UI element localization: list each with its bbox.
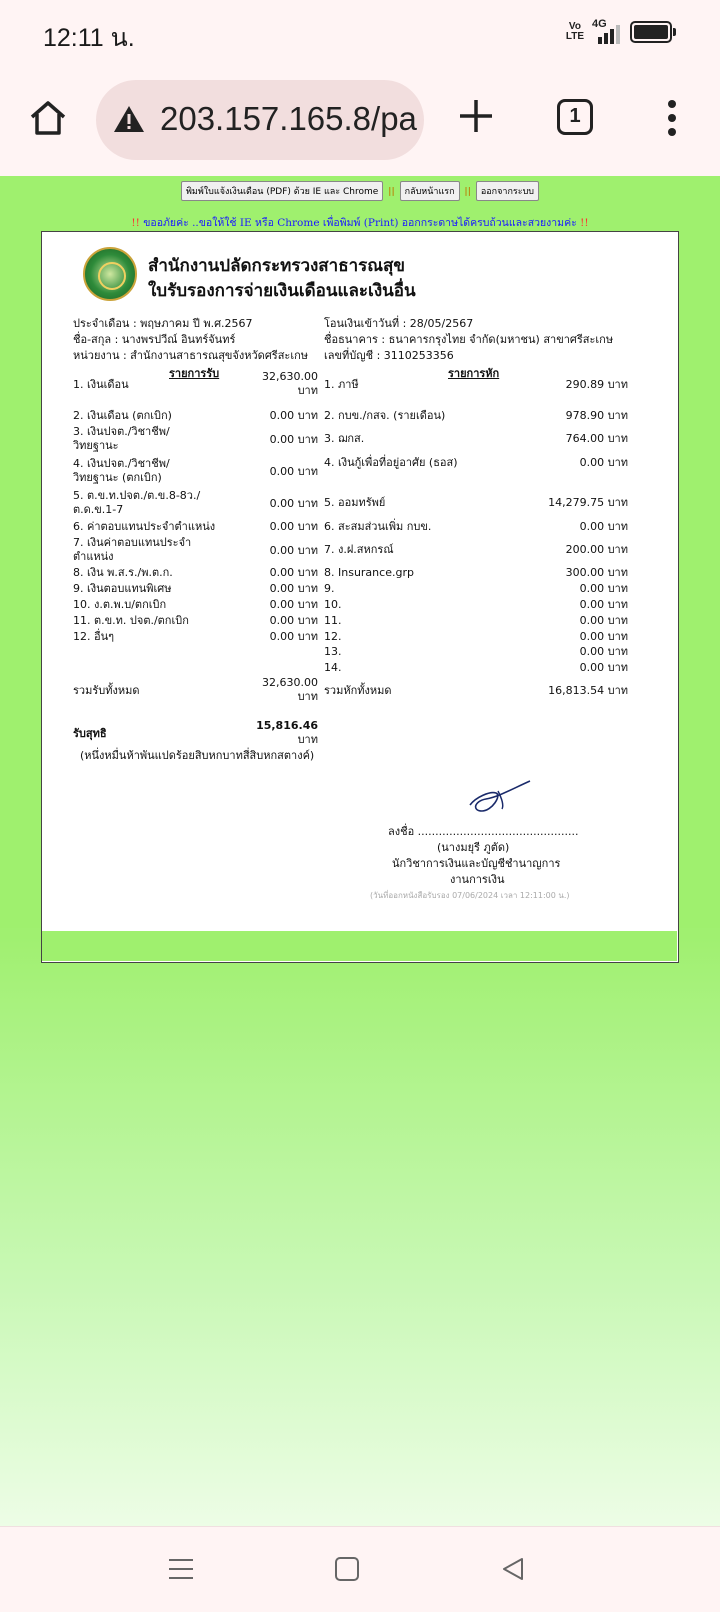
notice-mark: !! xyxy=(131,217,140,229)
income-item-label: 12. อื่นๆ xyxy=(73,630,115,643)
page-background xyxy=(42,931,677,961)
deduction-item-label: 9. xyxy=(324,582,335,595)
deduction-item-amount: 0.00 บาท xyxy=(579,630,628,643)
total-deduction-label: รวมหักทั้งหมด xyxy=(324,684,392,697)
deduction-item-label: 5. ออมทรัพย์ xyxy=(324,496,386,509)
deduction-item-amount: 0.00 บาท xyxy=(579,456,628,469)
address-bar[interactable] xyxy=(96,80,424,160)
income-item-label: 8. เงิน พ.ส.ร./พ.ต.ก. xyxy=(73,566,173,579)
income-item-label: 3. เงินปจต./วิชาชีพ/ วิทยฐานะ xyxy=(73,425,170,452)
deduction-item-label: 8. Insurance.grp xyxy=(324,566,414,579)
issued-timestamp: (วันที่ออกหนังสือรับรอง 07/06/2024 เวลา 12:11:00 น.) xyxy=(370,891,570,900)
deduction-item-label: 14. xyxy=(324,661,342,674)
income-item-amount: 0.00 บาท xyxy=(269,433,318,446)
deduction-item-amount: 300.00 บาท xyxy=(565,566,628,579)
ministry-logo xyxy=(83,247,137,301)
signer-department: งานการเงิน xyxy=(450,873,505,886)
signer-name: (นางมยุรี ภูตัด) xyxy=(437,841,510,854)
separator: || xyxy=(464,187,471,197)
org-name: สำนักงานปลัดกระทรวงสาธารณสุข xyxy=(148,256,406,276)
payslip-document xyxy=(41,231,679,963)
top-button-row xyxy=(0,181,720,201)
signal-icon: 4G xyxy=(592,20,622,44)
url-text[interactable]: 203.157.165.8/pa xyxy=(160,100,417,137)
income-item-amount: 0.00 บาท xyxy=(269,544,318,557)
battery-icon xyxy=(630,21,672,43)
deduction-item-amount: 14,279.75 บาท xyxy=(548,496,628,509)
income-item-amount: 0.00 บาท xyxy=(269,409,318,422)
sign-line: ลงชื่อ .............................................. xyxy=(388,825,579,838)
deduction-item-amount: 0.00 บาท xyxy=(579,598,628,611)
signature-image xyxy=(462,777,532,817)
deduction-item-amount: 764.00 บาท xyxy=(565,432,628,445)
deduction-item-label: 13. xyxy=(324,645,342,658)
total-income-label: รวมรับทั้งหมด xyxy=(73,684,140,697)
deduction-item-amount: 0.00 บาท xyxy=(579,520,628,533)
deduction-item-label: 7. ง.ฝ.สหกรณ์ xyxy=(324,543,394,556)
logout-button[interactable]: ออกจากระบบ xyxy=(476,181,539,201)
income-item-label: 9. เงินตอบแทนพิเศษ xyxy=(73,582,172,595)
print-pdf-button[interactable]: พิมพ์ใบแจ้งเงินเดือน (PDF) ด้วย IE และ Chrome xyxy=(181,181,383,201)
deduction-item-amount: 200.00 บาท xyxy=(565,543,628,556)
deduction-item-amount: 978.90 บาท xyxy=(565,409,628,422)
deduction-item-label: 3. ฌกส. xyxy=(324,432,365,445)
income-item-label: 4. เงินปจต./วิชาชีพ/ วิทยฐานะ (ตกเบิก) xyxy=(73,457,170,484)
income-item-label: 6. ค่าตอบแทนประจำตำแหน่ง xyxy=(73,520,216,533)
income-item-amount: 0.00 บาท xyxy=(269,598,318,611)
deduction-header: รายการหัก xyxy=(448,367,500,380)
deduction-item-amount: 0.00 บาท xyxy=(579,661,628,674)
income-item-label: 1. เงินเดือน xyxy=(73,378,129,391)
signer-position: นักวิชาการเงินและบัญชีชำนาญการ xyxy=(392,857,561,870)
back-home-button[interactable]: กลับหน้าแรก xyxy=(400,181,460,201)
net-pay-label: รับสุทธิ xyxy=(73,727,107,740)
tab-switcher-button[interactable]: 1 xyxy=(557,99,593,135)
income-item-amount: 0.00 บาท xyxy=(269,465,318,478)
total-income-amount: 32,630.00 บาท xyxy=(262,676,318,703)
income-item-amount: 0.00 บาท xyxy=(269,614,318,627)
notice-text: ขออภัยค่ะ ..ขอให้ใช้ IE หรือ Chrome เพื่อพิมพ์ (Print) ออกกระดาษได้ครบถ้วนและสวยงามค่ะ xyxy=(143,217,577,229)
deduction-item-label: 6. สะสมส่วนเพิ่ม กบข. xyxy=(324,520,432,533)
more-menu-icon[interactable] xyxy=(660,96,684,140)
volte-icon: Vo LTE xyxy=(565,21,584,42)
status-time: 12:11 น. xyxy=(43,24,135,52)
recent-apps-icon[interactable] xyxy=(168,1557,194,1581)
document-title: ใบรับรองการจ่ายเงินเดือนและเงินอื่น xyxy=(148,281,416,301)
new-tab-icon[interactable] xyxy=(456,96,496,136)
income-item-amount: 0.00 บาท xyxy=(269,582,318,595)
info-name: ชื่อ-สกุล : นางพรปวีณ์ อินทร์จันทร์ xyxy=(73,333,236,346)
browser-notice xyxy=(0,214,720,231)
income-item-amount: 0.00 บาท xyxy=(269,630,318,643)
deduction-item-label: 4. เงินกู้เพื่อที่อยู่อาศัย (ธอส) xyxy=(324,456,458,469)
home-nav-icon[interactable] xyxy=(334,1556,360,1582)
income-item-amount: 0.00 บาท xyxy=(269,520,318,533)
income-item-label: 7. เงินค่าตอบแทนประจำ ตำแหน่ง xyxy=(73,536,192,563)
system-nav-bar xyxy=(0,1526,720,1612)
deduction-item-label: 1. ภาษี xyxy=(324,378,359,391)
total-deduction-amount: 16,813.54 บาท xyxy=(548,684,628,697)
status-icons xyxy=(566,20,672,44)
income-item-amount: 0.00 บาท xyxy=(269,566,318,579)
deduction-item-label: 12. xyxy=(324,630,342,643)
web-page xyxy=(0,176,720,1526)
info-transfer-date: โอนเงินเข้าวันที่ : 28/05/2567 xyxy=(324,317,474,330)
deduction-item-amount: 0.00 บาท xyxy=(579,582,628,595)
info-account: เลขที่บัญชี : 3110253356 xyxy=(324,349,454,362)
deduction-item-amount: 0.00 บาท xyxy=(579,645,628,658)
deduction-item-label: 10. xyxy=(324,598,342,611)
home-icon[interactable] xyxy=(28,98,68,138)
income-item-label: 2. เงินเดือน (ตกเบิก) xyxy=(73,409,172,422)
deduction-item-label: 11. xyxy=(324,614,342,627)
status-bar xyxy=(0,0,720,66)
income-item-label: 5. ต.ข.ท.ปจต./ต.ข.8-8ว./ ต.ด.ข.1-7 xyxy=(73,489,201,516)
deduction-item-amount: 290.89 บาท xyxy=(565,378,628,391)
info-bank: ชื่อธนาคาร : ธนาคารกรุงไทย จำกัด(มหาชน) สาขาศรีสะเกษ xyxy=(324,333,614,346)
income-item-amount: 32,630.00 บาท xyxy=(262,370,318,397)
income-item-label: 10. ง.ต.พ.บ/ตกเบิก xyxy=(73,598,167,611)
income-item-amount: 0.00 บาท xyxy=(269,497,318,510)
income-item-label: 11. ต.ข.ท. ปจต./ตกเบิก xyxy=(73,614,189,627)
not-secure-warning-icon[interactable] xyxy=(112,104,146,134)
notice-mark: !! xyxy=(580,217,589,229)
info-month: ประจำเดือน : พฤษภาคม ปี พ.ศ.2567 xyxy=(73,317,253,330)
deduction-item-label: 2. กบข./กสจ. (รายเดือน) xyxy=(324,409,446,422)
browser-toolbar xyxy=(0,66,720,176)
income-header: รายการรับ xyxy=(169,367,220,380)
separator: || xyxy=(388,187,395,197)
deduction-item-amount: 0.00 บาท xyxy=(579,614,628,627)
net-pay-amount: 15,816.46 บาท xyxy=(256,719,318,746)
back-nav-icon[interactable] xyxy=(500,1556,526,1582)
info-unit: หน่วยงาน : สำนักงานสาธารณสุขจังหวัดศรีสะเกษ xyxy=(73,349,308,362)
net-pay-words: (หนึ่งหมื่นห้าพันแปดร้อยสิบหกบาทสี่สิบหกสตางค์) xyxy=(80,749,315,762)
